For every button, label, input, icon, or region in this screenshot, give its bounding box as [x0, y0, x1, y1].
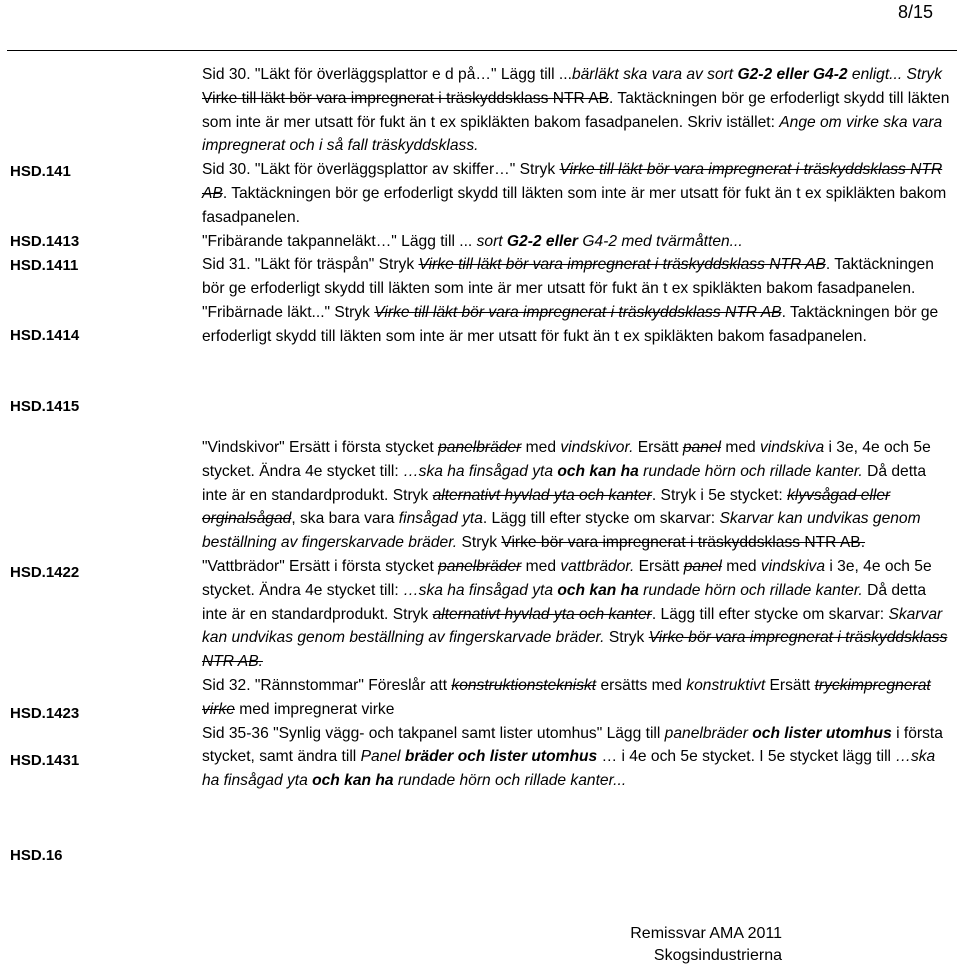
text-run: med: [521, 439, 561, 456]
text-run: . Lägg till efter stycke om skarvar:: [482, 510, 720, 528]
text-run: ersätts med: [596, 676, 687, 694]
text-run: … i 4e och 5e stycket. I 5e stycket lägg till: [597, 748, 896, 766]
text-run: …ska ha finsågad yta: [403, 581, 558, 599]
text-run: …ska ha finsågad yta: [202, 748, 936, 790]
text-run: Ersätt: [634, 557, 684, 575]
text-run: och lister utomhus: [752, 724, 892, 742]
text-run: Sid 30. "Läkt för överläggsplattor e d på…" Lägg till ...: [202, 66, 572, 83]
text-run: "Fribärande takpanneläkt…" Lägg till ...: [202, 232, 477, 250]
paragraph: [202, 722, 950, 793]
text-run: i 3e, 4e och 5e stycket. Ändra 4e stycket till:: [202, 557, 932, 599]
left-code-6: HSD.1422: [10, 564, 80, 581]
text-run: Virke till läkt bör vara impregnerat i träskyddsklass NTR AB: [374, 303, 782, 321]
text-run: Ersätt: [633, 439, 683, 456]
left-code-8: HSD.1431: [10, 752, 80, 769]
text-run: med: [521, 557, 561, 575]
paragraph: [202, 674, 950, 722]
text-run: Panel: [360, 748, 401, 766]
text-run: panel: [683, 557, 722, 575]
text-run: vindskiva: [760, 439, 825, 456]
text-run: , ska bara vara: [291, 510, 399, 528]
left-code-4: HSD.1414: [10, 327, 80, 344]
text-run: med impregnerat virke: [234, 700, 395, 718]
text-run: Skarvar kan undvikas genom beställning av fingerskarvade bräder.: [202, 510, 921, 552]
text-run: klyvsågad eller orginalsågad: [202, 486, 891, 528]
left-code-5: HSD.1415: [10, 398, 80, 415]
text-run: konstruktionstekniskt: [451, 676, 597, 694]
header-rule: [7, 50, 957, 51]
text-run: Virke bör vara impregnerat i träskyddsklass NTR AB.: [501, 534, 866, 552]
text-run: Virke bör vara impregnerat i träskyddsklass NTR AB.: [202, 629, 948, 671]
text-run: alternativt hyvlad yta och kanter: [432, 605, 652, 623]
footer-line-1: Remissvar AMA 2011: [630, 925, 782, 942]
text-run: Virke till läkt bör vara impregnerat i träskyddsklass NTR AB: [418, 256, 826, 274]
text-run: konstruktivt: [686, 676, 766, 694]
paragraph: [202, 158, 950, 229]
text-run: rundade hörn och rillade kanter...: [393, 772, 627, 790]
text-run: "Vattbrädor" Ersätt i första stycket: [202, 557, 439, 575]
text-run: Virke till läkt bör vara impregnerat i träskyddsklass NTR AB: [202, 89, 610, 107]
section-1: [202, 63, 950, 349]
paragraph: [202, 253, 950, 301]
text-run: Sid 31. "Läkt för träspån" Stryk: [202, 256, 419, 274]
text-run: . Taktäckningen bör ge erfoderligt skydd till läkten som inte är mer utsatt för fukt än t ex spikläkten bakom fasadpanelen.: [202, 303, 939, 345]
text-run: panel: [682, 439, 721, 456]
text-run: …ska ha finsågad yta: [403, 462, 558, 480]
text-run: bärläkt ska vara av sort: [571, 66, 734, 83]
text-run: G4-2 med tvärmåtten...: [578, 232, 743, 250]
text-run: panelbräder: [438, 557, 522, 575]
text-run: . Stryk i 5e stycket:: [651, 486, 788, 504]
text-run: alternativt hyvlad yta och kanter: [432, 486, 652, 504]
text-run: och kan ha: [557, 462, 639, 480]
text-run: enligt... Stryk: [847, 66, 943, 83]
text-run: Sid 32. "Rännstommar" Föreslår att: [202, 676, 452, 694]
page-number: 8/15: [897, 2, 933, 22]
text-run: tryckimpregnerat virke: [202, 676, 931, 718]
text-run: Då detta inte är en standardprodukt. Stryk: [202, 462, 927, 504]
left-code-3: HSD.1411: [10, 257, 79, 274]
text-run: sort: [476, 232, 507, 250]
text-run: Skarvar kan undvikas genom beställning av fingerskarvade bräder.: [202, 605, 943, 647]
text-run: rundade hörn och rillade kanter.: [638, 581, 863, 599]
text-run: panelbräder: [438, 439, 522, 456]
paragraph: [202, 230, 950, 254]
text-run: vattbrädor.: [560, 557, 635, 575]
text-run: panelbräder: [664, 724, 748, 742]
text-run: . Lägg till efter stycke om skarvar:: [651, 605, 889, 623]
text-run: "Fribärnade läkt..." Stryk: [202, 303, 375, 321]
paragraph: [202, 555, 950, 674]
text-run: med: [721, 557, 761, 575]
text-run: Stryk: [457, 534, 502, 552]
text-run: G2-2 eller G4-2: [737, 66, 848, 83]
text-run: bräder och lister utomhus: [404, 748, 598, 766]
text-run: Stryk: [604, 629, 649, 647]
text-run: . Taktäckningen bör ge erfoderligt skydd till läkten som inte är mer utsatt för fukt än t ex spikläkten bakom fasadpanelen. Skriv istället:: [202, 89, 950, 131]
paragraph: [202, 301, 950, 349]
text-run: Ersätt: [765, 676, 815, 694]
text-run: och kan ha: [557, 581, 639, 599]
text-run: finsågad yta: [398, 510, 483, 528]
text-run: Ange om virke ska vara impregnerat och i så fall träskyddsklass.: [202, 113, 943, 155]
text-run: och kan ha: [312, 772, 394, 790]
text-run: vindskiva: [760, 557, 826, 575]
paragraph: [202, 436, 950, 555]
text-run: Då detta inte är en standardprodukt. Stryk: [202, 581, 927, 623]
text-run: vindskivor.: [560, 439, 634, 456]
text-run: i första stycket, samt ändra till: [202, 724, 943, 766]
text-run: i 3e, 4e och 5e stycket. Ändra 4e stycket till:: [202, 439, 931, 480]
text-run: Virke till läkt bör vara impregnerat i träskyddsklass NTR AB: [202, 161, 943, 202]
text-run: . Taktäckningen bör ge erfoderligt skydd till läkten som inte är mer utsatt för fukt än t ex spikläkten bakom fasadpanelen.: [202, 184, 947, 226]
paragraph: [202, 63, 950, 158]
left-code-2: HSD.1413: [10, 233, 80, 250]
text-run: Sid 35-36 "Synlig vägg- och takpanel samt lister utomhus" Lägg till: [202, 724, 665, 742]
text-run: rundade hörn och rillade kanter.: [638, 462, 863, 480]
text-run: Sid 30. "Läkt för överläggsplattor av skiffer…" Stryk: [202, 161, 560, 179]
text-run: . Taktäckningen bör ge erfoderligt skydd till läkten som inte är mer utsatt för fukt än t ex spikläkten bakom fasadpanelen.: [202, 256, 934, 298]
section-2: [202, 436, 950, 793]
left-code-7: HSD.1423: [10, 705, 80, 722]
left-code-1: HSD.141: [10, 163, 71, 180]
footer-line-2: Skogsindustrierna: [653, 947, 782, 964]
left-code-9: HSD.16: [10, 847, 63, 864]
text-run: G2-2 eller: [506, 232, 578, 250]
text-run: "Vindskivor" Ersätt i första stycket: [202, 439, 439, 456]
text-run: med: [721, 439, 760, 456]
